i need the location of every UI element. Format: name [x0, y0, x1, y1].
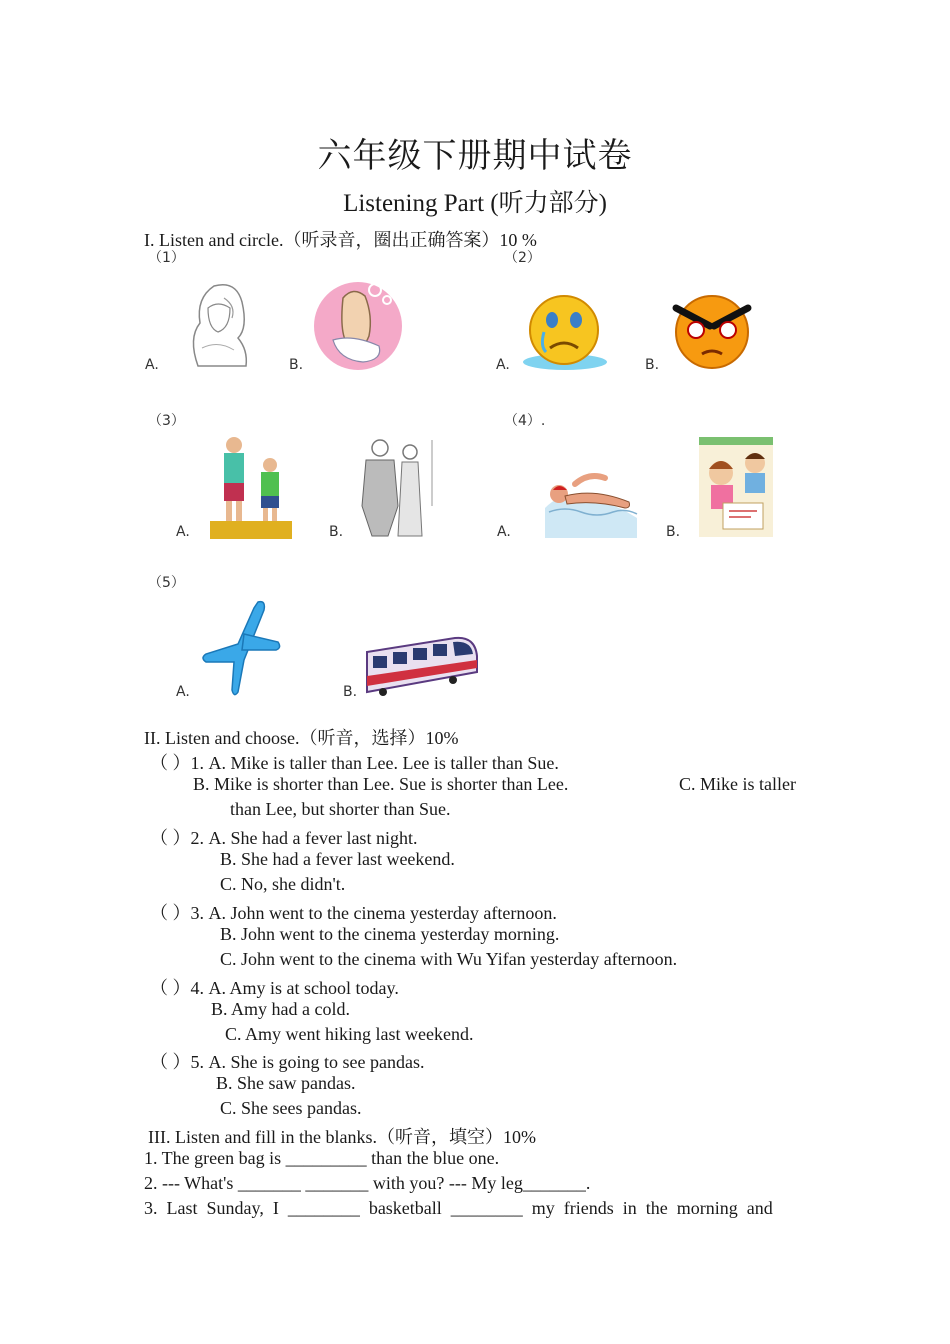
- crying-face-image: [522, 292, 608, 372]
- q4-option-a-label: A.: [497, 524, 511, 540]
- tall-short-boys-image: [210, 435, 292, 539]
- train-image: [363, 632, 479, 698]
- q3-option-b-label: B.: [329, 524, 344, 540]
- section2-heading: II. Listen and choose.（听音，选择）10%: [144, 728, 459, 748]
- q2-2-option-a: （ ）2. A. She had a fever last night.: [150, 828, 418, 848]
- section3-heading: III. Listen and fill in the blanks.（听音，填空）10%: [148, 1127, 536, 1147]
- q3-3-line: 3. Last Sunday, I ________ basketball ________ my friends in the morning and: [144, 1198, 773, 1218]
- angry-face-image: [670, 292, 754, 370]
- q3-2-line: 2. --- What's _______ _______ with you? --- My leg_______.: [144, 1173, 591, 1193]
- page-title: 六年级下册期中试卷: [317, 138, 633, 175]
- q2-4-option-c: C. Amy went hiking last weekend.: [225, 1024, 474, 1044]
- q3-number: （3）: [148, 413, 185, 429]
- q1-number: （1）: [148, 250, 185, 266]
- q2-5-option-c: C. She sees pandas.: [220, 1098, 362, 1118]
- q2-1-option-a: （ ）1. A. Mike is taller than Lee. Lee is taller than Sue.: [150, 753, 559, 773]
- q3-option-a-label: A.: [176, 524, 190, 540]
- q2-4-option-b: B. Amy had a cold.: [211, 999, 350, 1019]
- q2-option-b-label: B.: [645, 357, 660, 373]
- section1-heading: I. Listen and circle.（听录音，圈出正确答案）10 %: [144, 230, 537, 250]
- q2-5-option-b: B. She saw pandas.: [216, 1073, 356, 1093]
- q2-1-option-b: B. Mike is shorter than Lee. Sue is shorter than Lee.: [193, 774, 569, 794]
- q2-option-a-label: A.: [496, 357, 510, 373]
- q2-5-option-a: （ ）5. A. She is going to see pandas.: [150, 1052, 425, 1072]
- swimmer-image: [545, 468, 637, 538]
- q2-2-option-b: B. She had a fever last weekend.: [220, 849, 455, 869]
- q2-2-option-c: C. No, she didn't.: [220, 874, 346, 894]
- old-couple-image: [358, 436, 434, 538]
- kids-drawing-image: [699, 437, 773, 537]
- q2-3-option-b: B. John went to the cinema yesterday morning.: [220, 924, 560, 944]
- q2-1-option-c: C. Mike is taller: [679, 774, 796, 794]
- q1-option-b-label: B.: [289, 357, 304, 373]
- q4-number: （4）.: [504, 413, 546, 429]
- q2-1-option-c-cont: than Lee, but shorter than Sue.: [230, 799, 451, 819]
- q2-number: （2）: [504, 250, 541, 266]
- page-subtitle: Listening Part (听力部分): [343, 190, 607, 217]
- airplane-image: [200, 600, 280, 698]
- q2-3-option-a: （ ）3. A. John went to the cinema yesterday afternoon.: [150, 903, 557, 923]
- q2-4-option-a: （ ）4. A. Amy is at school today.: [150, 978, 399, 998]
- q3-1-line: 1. The green bag is _________ than the blue one.: [144, 1148, 500, 1168]
- sick-nose-image: [313, 276, 403, 371]
- q4-option-b-label: B.: [666, 524, 681, 540]
- q5-option-a-label: A.: [176, 684, 190, 700]
- q5-option-b-label: B.: [343, 684, 358, 700]
- q1-option-a-label: A.: [145, 357, 159, 373]
- q2-3-option-c: C. John went to the cinema with Wu Yifan yesterday afternoon.: [220, 949, 678, 969]
- headache-woman-image: [178, 278, 254, 370]
- q5-number: （5）: [148, 575, 185, 591]
